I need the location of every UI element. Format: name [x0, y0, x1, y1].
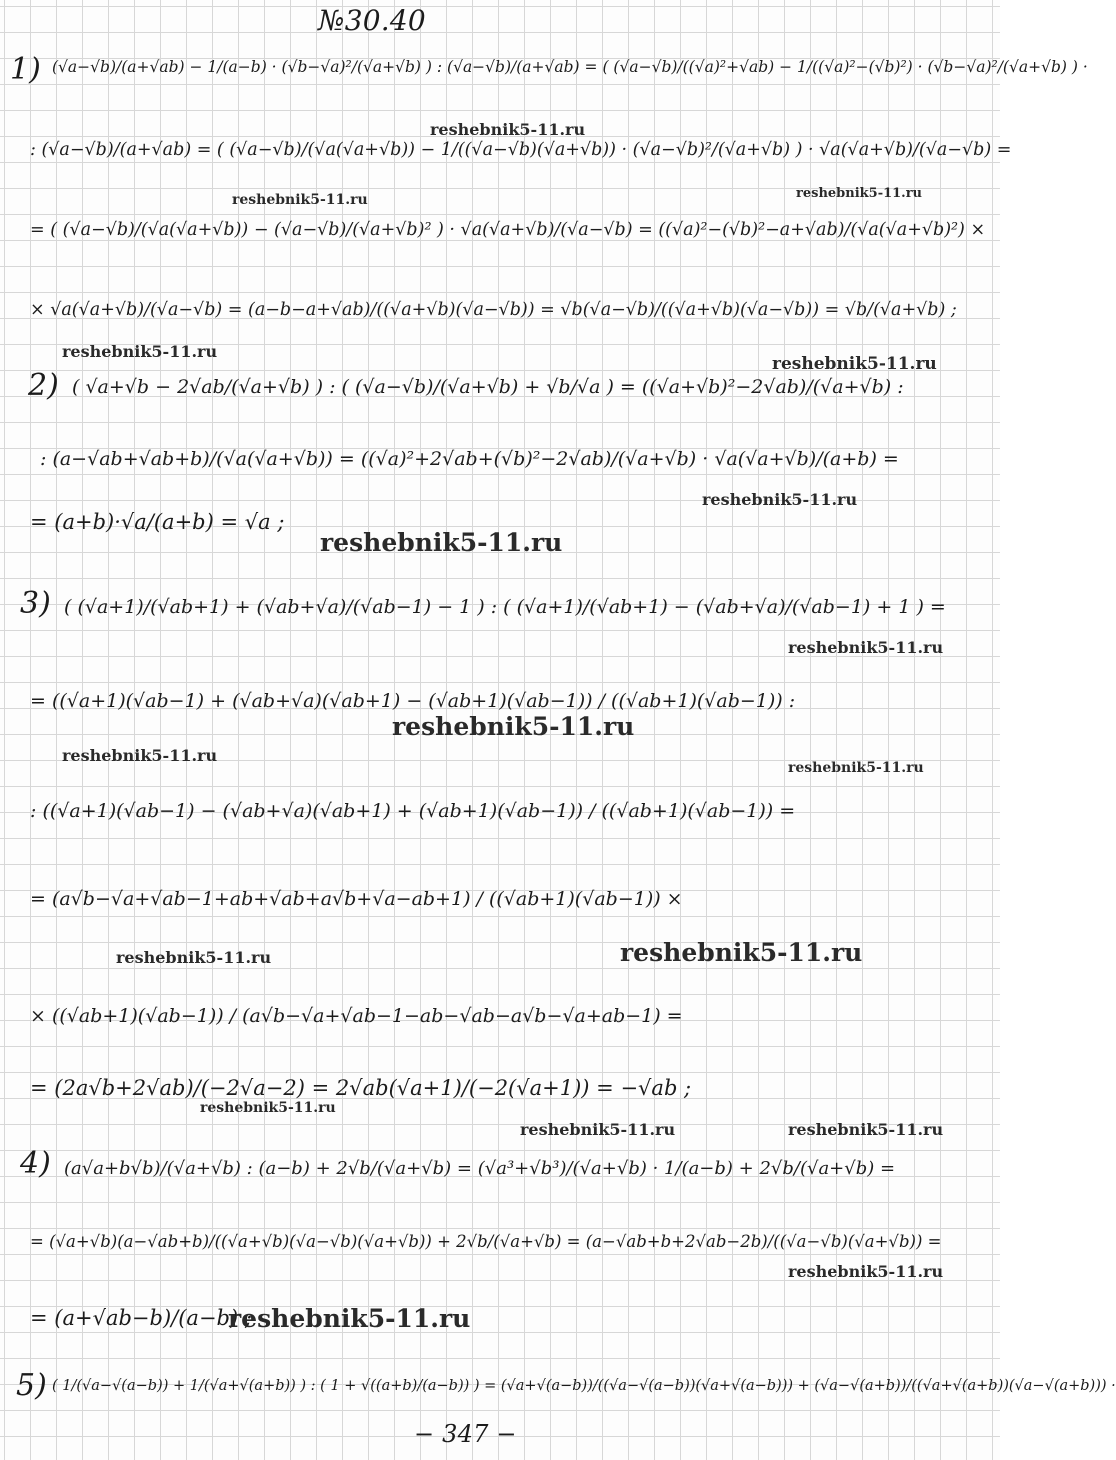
- problem-4-line-3: = (a+√ab−b)/(a−b) ;: [30, 1306, 252, 1330]
- problem-4-line-2: = (√a+√b)(a−√ab+b)/((√a+√b)(√a−√b)(√a+√b)) + 2√b/(√a+√b) = (a−√ab+b+2√ab−2b)/((√a−√b)(√a+√b)) =: [30, 1232, 942, 1251]
- watermark: reshebnik5-11.ru: [620, 938, 863, 967]
- problem-1-line-3: = ( (√a−√b)/(√a(√a+√b)) − (√a−√b)/(√a+√b)² ) · √a(√a+√b)/(√a−√b) = ((√a)²−(√b)²−a+√ab)/(√a(√a+√b)²) ×: [30, 220, 986, 240]
- problem-5-line-1: ( 1/(√a−√(a−b)) + 1/(√a+√(a+b)) ) : ( 1 + √((a+b)/(a−b)) ) = (√a+√(a−b))/((√a−√(a−b))(√a+√(a−b))) + (√a−√(a+b))/((√a+√(a+b))(√a−√(a+b))) ·: [52, 1378, 1116, 1394]
- problem-2-line-3: = (a+b)·√a/(a+b) = √a ;: [30, 510, 285, 534]
- watermark: reshebnik5-11.ru: [430, 120, 586, 139]
- problem-2-line-1: ( √a+√b − 2√ab/(√a+√b) ) : ( (√a−√b)/(√a+√b) + √b/√a ) = ((√a+√b)²−2√ab)/(√a+√b) :: [72, 376, 904, 398]
- watermark: reshebnik5-11.ru: [772, 354, 937, 374]
- problem-1-line-1: (√a−√b)/(a+√ab) − 1/(a−b) · (√b−√a)²/(√a+√b) ) : (√a−√b)/(a+√ab) = ( (√a−√b)/((√a)²+√ab) − 1/((√a)²−(√b)²) · (√b−√a)²/(√a+√b) ) ·: [52, 58, 1088, 76]
- watermark: reshebnik5-11.ru: [788, 1262, 944, 1281]
- watermark: reshebnik5-11.ru: [200, 1100, 336, 1116]
- problem-4-number: 4): [20, 1146, 51, 1181]
- watermark: reshebnik5-11.ru: [788, 760, 924, 776]
- watermark: reshebnik5-11.ru: [232, 192, 368, 208]
- watermark: reshebnik5-11.ru: [116, 948, 272, 967]
- problem-3-line-5: × ((√ab+1)(√ab−1)) / (a√b−√a+√ab−1−ab−√ab−a√b−√a+ab−1) =: [30, 1005, 683, 1027]
- problem-1-line-4: × √a(√a+√b)/(√a−√b) = (a−b−a+√ab)/((√a+√b)(√a−√b)) = √b(√a−√b)/((√a+√b)(√a−√b)) = √b/(√a+√b) ;: [30, 300, 957, 320]
- watermark: reshebnik5-11.ru: [62, 746, 218, 765]
- problem-2-number: 2): [28, 368, 59, 403]
- watermark: reshebnik5-11.ru: [788, 1120, 944, 1139]
- problem-2-line-2: : (a−√ab+√ab+b)/(√a(√a+√b)) = ((√a)²+2√ab+(√b)²−2√ab)/(√a+√b) · √a(√a+√b)/(a+b) =: [40, 448, 899, 470]
- problem-1-number: 1): [10, 52, 41, 87]
- watermark: reshebnik5-11.ru: [320, 528, 563, 557]
- problem-5-number: 5): [16, 1368, 47, 1403]
- page-number: − 347 −: [414, 1420, 517, 1448]
- watermark: reshebnik5-11.ru: [788, 638, 944, 657]
- problem-3-number: 3): [20, 586, 51, 621]
- watermark: reshebnik5-11.ru: [520, 1120, 676, 1139]
- problem-3-line-2: = ((√a+1)(√ab−1) + (√ab+√a)(√ab+1) − (√ab+1)(√ab−1)) / ((√ab+1)(√ab−1)) :: [30, 690, 796, 712]
- watermark: reshebnik5-11.ru: [392, 712, 635, 741]
- problem-4-line-1: (a√a+b√b)/(√a+√b) : (a−b) + 2√b/(√a+√b) = (√a³+√b³)/(√a+√b) · 1/(a−b) + 2√b/(√a+√b) =: [64, 1158, 896, 1179]
- problem-1-line-2: : (√a−√b)/(a+√ab) = ( (√a−√b)/(√a(√a+√b)) − 1/((√a−√b)(√a+√b)) · (√a−√b)²/(√a+√b) ) · √a(√a+√b)/(√a−√b) =: [30, 140, 1012, 160]
- watermark: reshebnik5-11.ru: [796, 186, 923, 201]
- page-header: №30.40: [318, 4, 426, 37]
- problem-3-line-1: ( (√a+1)/(√ab+1) + (√ab+√a)/(√ab−1) − 1 ) : ( (√a+1)/(√ab+1) − (√ab+√a)/(√ab−1) + 1 ) =: [64, 596, 946, 618]
- problem-3-line-4: = (a√b−√a+√ab−1+ab+√ab+a√b+√a−ab+1) / ((√ab+1)(√ab−1)) ×: [30, 888, 683, 910]
- watermark: reshebnik5-11.ru: [702, 490, 858, 509]
- problem-3-line-6: = (2a√b+2√ab)/(−2√a−2) = 2√ab(√a+1)/(−2(√a+1)) = −√ab ;: [30, 1076, 692, 1100]
- problem-3-line-3: : ((√a+1)(√ab−1) − (√ab+√a)(√ab+1) + (√ab+1)(√ab−1)) / ((√ab+1)(√ab−1)) =: [30, 800, 796, 822]
- watermark: reshebnik5-11.ru: [228, 1304, 471, 1333]
- watermark: reshebnik5-11.ru: [62, 342, 218, 361]
